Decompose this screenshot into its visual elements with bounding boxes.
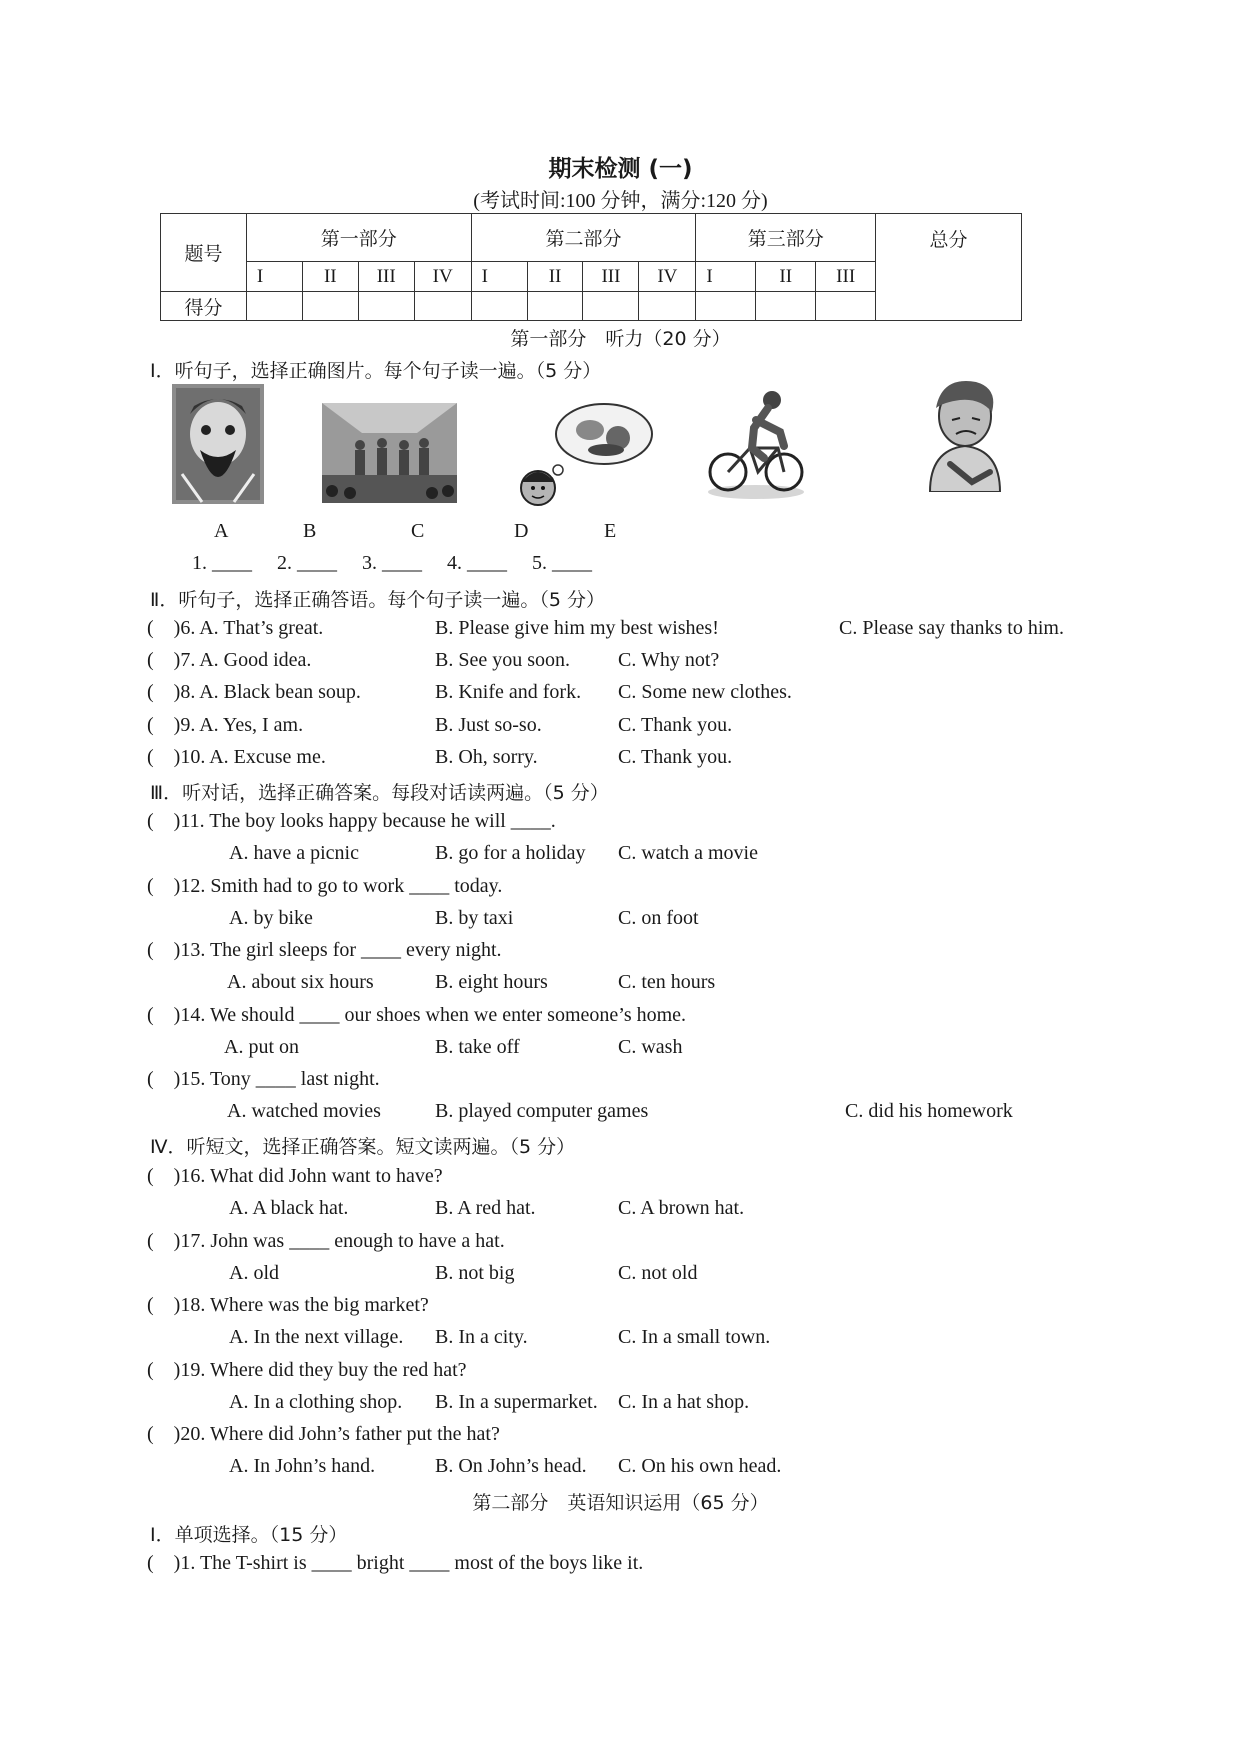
question-11-stem: ( )11. The boy looks happy because he will ____. (147, 810, 556, 832)
question-19-stem: ( )19. Where did they buy the red hat? (147, 1359, 467, 1381)
question-20-option-c: C. On his own head. (618, 1455, 782, 1477)
question-14-stem: ( )14. We should ____ our shoes when we enter someone’s home. (147, 1004, 687, 1026)
picture-c-boy-thinking-food (514, 400, 654, 506)
picture-b-stage-show (322, 403, 457, 503)
question-12-option-b: B. by taxi (435, 907, 514, 929)
picture-e-sad-boy (920, 376, 1010, 492)
question-17-option-a: A. old (229, 1262, 279, 1284)
question-18-stem: ( )18. Where was the big market? (147, 1294, 429, 1316)
part2-col-4: IV (639, 262, 696, 292)
question-13-option-b: B. eight hours (435, 971, 548, 993)
score-cell[interactable] (696, 292, 756, 321)
part1-header-cell: 第一部分 (246, 214, 471, 262)
question-11-option-c: C. watch a movie (618, 842, 758, 864)
part1-sec2-heading: Ⅱ．听句子，选择正确答语。每个句子读一遍。（5 分） (150, 589, 605, 611)
question-6-option-c: C. Please say thanks to him. (839, 617, 1064, 639)
part1-sec1-heading: Ⅰ．听句子，选择正确图片。每个句子读一遍。（5 分） (150, 360, 602, 382)
question-19-option-a: A. In a clothing shop. (229, 1391, 403, 1413)
question-16-option-c: C. A brown hat. (618, 1197, 745, 1219)
question-15-option-b: B. played computer games (435, 1100, 649, 1122)
question-20-stem: ( )20. Where did John’s father put the hat? (147, 1423, 500, 1445)
part3-header-cell: 第三部分 (696, 214, 876, 262)
part1-col-2: II (302, 262, 358, 292)
score-cell[interactable] (583, 292, 639, 321)
question-16-stem: ( )16. What did John want to have? (147, 1165, 443, 1187)
question-15-stem: ( )15. Tony ____ last night. (147, 1068, 380, 1090)
exam-subtitle: (考试时间:100 分钟，满分:120 分) (473, 190, 768, 212)
question-8-option-b: B. Knife and fork. (435, 681, 582, 703)
question-13-option-a: A. about six hours (227, 971, 374, 993)
question-10-stem: ( )10. A. Excuse me. (147, 746, 326, 768)
question-20-option-a: A. In John’s hand. (229, 1455, 376, 1477)
question-18-option-a: A. In the next village. (229, 1326, 404, 1348)
question-16-option-a: A. A black hat. (229, 1197, 349, 1219)
question-19-option-b: B. In a supermarket. (435, 1391, 598, 1413)
part2-col-3: III (583, 262, 639, 292)
question-19-option-c: C. In a hat shop. (618, 1391, 750, 1413)
total-header-cell: 总分 (876, 214, 1022, 321)
row-label-cell: 题号 (161, 214, 247, 292)
part1-col-1: I (246, 262, 302, 292)
question-12-stem: ( )12. Smith had to go to work ____ today. (147, 875, 503, 897)
question-15-option-c: C. did his homework (845, 1100, 1013, 1122)
question-17-option-c: C. not old (618, 1262, 698, 1284)
question-6-option-b: B. Please give him my best wishes! (435, 617, 719, 639)
question-20-option-b: B. On John’s head. (435, 1455, 587, 1477)
part3-col-2: II (756, 262, 816, 292)
picture-label-d: D (514, 520, 529, 542)
question-11-option-a: A. have a picnic (229, 842, 359, 864)
question-17-option-b: B. not big (435, 1262, 515, 1284)
question-12-option-c: C. on foot (618, 907, 699, 929)
question-10-option-c: C. Thank you. (618, 746, 733, 768)
question-17-stem: ( )17. John was ____ enough to have a hat. (147, 1230, 505, 1252)
picture-label-a: A (214, 520, 229, 542)
picture-a-opera-mask (172, 384, 264, 504)
part1-sec4-heading: Ⅳ．听短文，选择正确答案。短文读两遍。（5 分） (150, 1136, 576, 1158)
part2-header-cell: 第二部分 (471, 214, 696, 262)
question-14-option-b: B. take off (435, 1036, 520, 1058)
question-14-option-c: C. wash (618, 1036, 683, 1058)
part1-sec3-heading: Ⅲ．听对话，选择正确答案。每段对话读两遍。（5 分） (150, 782, 609, 804)
score-cell[interactable] (816, 292, 876, 321)
part2-heading: 第二部分 英语知识运用（65 分） (472, 1492, 769, 1514)
question-7-option-b: B. See you soon. (435, 649, 570, 671)
question-18-option-c: C. In a small town. (618, 1326, 771, 1348)
part2-col-2: II (527, 262, 583, 292)
question-10-option-b: B. Oh, sorry. (435, 746, 538, 768)
question-11-option-b: B. go for a holiday (435, 842, 586, 864)
answer-blanks-1-5: 1. ____ 2. ____ 3. ____ 4. ____ 5. ____ (192, 552, 592, 574)
question-9-stem: ( )9. A. Yes, I am. (147, 714, 304, 736)
question-13-stem: ( )13. The girl sleeps for ____ every night. (147, 939, 502, 961)
question-13-option-c: C. ten hours (618, 971, 716, 993)
score-label-cell: 得分 (161, 292, 247, 321)
score-cell[interactable] (471, 292, 527, 321)
part2-col-1: I (471, 262, 527, 292)
question-7-stem: ( )7. A. Good idea. (147, 649, 312, 671)
question-16-option-b: B. A red hat. (435, 1197, 536, 1219)
question-18-option-b: B. In a city. (435, 1326, 528, 1348)
part3-col-1: I (696, 262, 756, 292)
question-14-option-a: A. put on (224, 1036, 299, 1058)
question-15-option-a: A. watched movies (227, 1100, 381, 1122)
score-table (160, 213, 1022, 321)
score-cell[interactable] (414, 292, 471, 321)
score-cell[interactable] (527, 292, 583, 321)
score-cell[interactable] (246, 292, 302, 321)
picture-label-e: E (604, 520, 617, 542)
picture-label-b: B (303, 520, 317, 542)
picture-d-cyclist (706, 386, 806, 500)
part3-col-3: III (816, 262, 876, 292)
score-cell[interactable] (756, 292, 816, 321)
part2-sec1-heading: Ⅰ．单项选择。（15 分） (150, 1524, 348, 1546)
part1-col-4: IV (414, 262, 471, 292)
question-7-option-c: C. Why not? (618, 649, 720, 671)
question-9-option-b: B. Just so-so. (435, 714, 542, 736)
score-cell[interactable] (358, 292, 414, 321)
question-8-option-c: C. Some new clothes. (618, 681, 792, 703)
question-8-stem: ( )8. A. Black bean soup. (147, 681, 361, 703)
question-9-option-c: C. Thank you. (618, 714, 733, 736)
part2-question-1: ( )1. The T-shirt is ____ bright ____ most of the boys like it. (147, 1552, 644, 1574)
score-cell[interactable] (639, 292, 696, 321)
question-12-option-a: A. by bike (229, 907, 313, 929)
part1-heading: 第一部分 听力（20 分） (510, 328, 731, 350)
score-cell[interactable] (302, 292, 358, 321)
question-6-stem: ( )6. A. That’s great. (147, 617, 324, 639)
exam-title: 期末检测 (一) (548, 156, 693, 182)
picture-label-c: C (411, 520, 425, 542)
part1-col-3: III (358, 262, 414, 292)
